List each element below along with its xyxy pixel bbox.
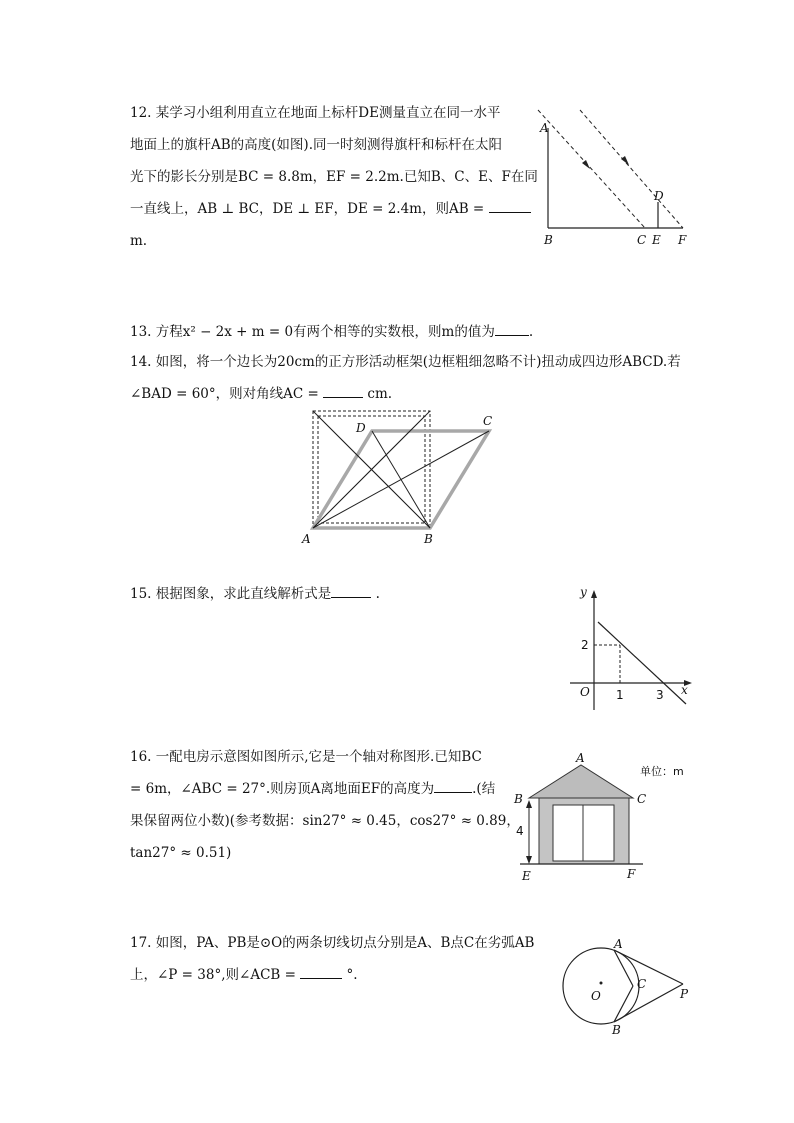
label-A: A	[540, 121, 549, 135]
label-D: D	[654, 189, 664, 203]
q17-line-2: 上，∠P = 38°,则∠ACB =	[130, 967, 296, 983]
tick-label-1: 1	[616, 688, 624, 702]
label-O: O	[591, 989, 601, 1003]
axis-label-x: x	[681, 683, 688, 697]
label-E: E	[652, 233, 661, 247]
label-C: C	[483, 414, 493, 428]
q14-line-1: 14. 如图，将一个边长为20cm的正方形活动框架(边框粗细忽略不计)扭动成四边形ABCD.若	[130, 354, 681, 370]
q15-end: .	[375, 586, 380, 602]
label-F: F	[678, 233, 687, 247]
q13-text: 13. 方程x² − 2x + m = 0有两个相等的实数根，则m的值为	[130, 324, 495, 340]
origin-label: O	[580, 685, 590, 699]
q14-unit: cm.	[367, 386, 393, 402]
label-A: A	[614, 937, 623, 951]
label-B: B	[424, 532, 433, 546]
label-C: C	[637, 233, 647, 247]
label-C: C	[637, 977, 647, 991]
label-D: D	[356, 421, 366, 435]
q12-line-3: 光下的影长分别是BC = 8.8m，EF = 2.2m.已知B、C、E、F在同	[130, 169, 538, 185]
label-P: P	[680, 987, 689, 1001]
q17-line-1: 17. 如图，PA、PB是⊙O的两条切线切点分别是A、B点C在劣弧AB	[130, 935, 535, 951]
q16-line-4: tan27° ≈ 0.51)	[130, 845, 232, 861]
q12-line-5: m.	[130, 233, 148, 249]
height-label: 4	[516, 824, 524, 838]
label-B: B	[514, 792, 523, 806]
q12-line-1: 12. 某学习小组利用直立在地面上标杆DE测量直立在同一水平	[130, 105, 501, 121]
label-E: E	[522, 869, 531, 883]
tick-label-3: 3	[656, 688, 664, 702]
q12-line-2: 地面上的旗杆AB的高度(如图).同一时刻测得旗杆和标杆在太阳	[130, 137, 502, 153]
q16-after-blank: .(结	[472, 781, 496, 797]
q12-line-4-text: 一直线上，AB ⊥ BC，DE ⊥ EF，DE = 2.4m，则AB =	[130, 201, 485, 217]
q16-line-1: 16. 一配电房示意图如图所示,它是一个轴对称图形.已知BC	[130, 749, 482, 765]
q16-line-3: 果保留两位小数)(参考数据：sin27° ≈ 0.45，cos27° ≈ 0.89，	[130, 813, 520, 829]
axis-label-y: y	[580, 585, 587, 599]
unit-label: 单位：m	[640, 765, 684, 778]
q14-line-2: ∠BAD = 60°，则对角线AC =	[130, 386, 319, 402]
label-C: C	[637, 792, 647, 806]
q17-end: °.	[346, 967, 358, 983]
q13-end: .	[528, 324, 534, 340]
tick-label-2: 2	[581, 638, 589, 652]
q15-text: 15. 根据图象，求此直线解析式是	[130, 586, 332, 602]
label-A: A	[576, 751, 585, 765]
label-F: F	[627, 867, 636, 881]
label-B: B	[612, 1023, 621, 1037]
label-A: A	[302, 532, 311, 546]
q16-line-2: = 6m，∠ABC = 27°.则房顶A离地面EF的高度为	[130, 781, 435, 797]
label-B: B	[544, 233, 553, 247]
